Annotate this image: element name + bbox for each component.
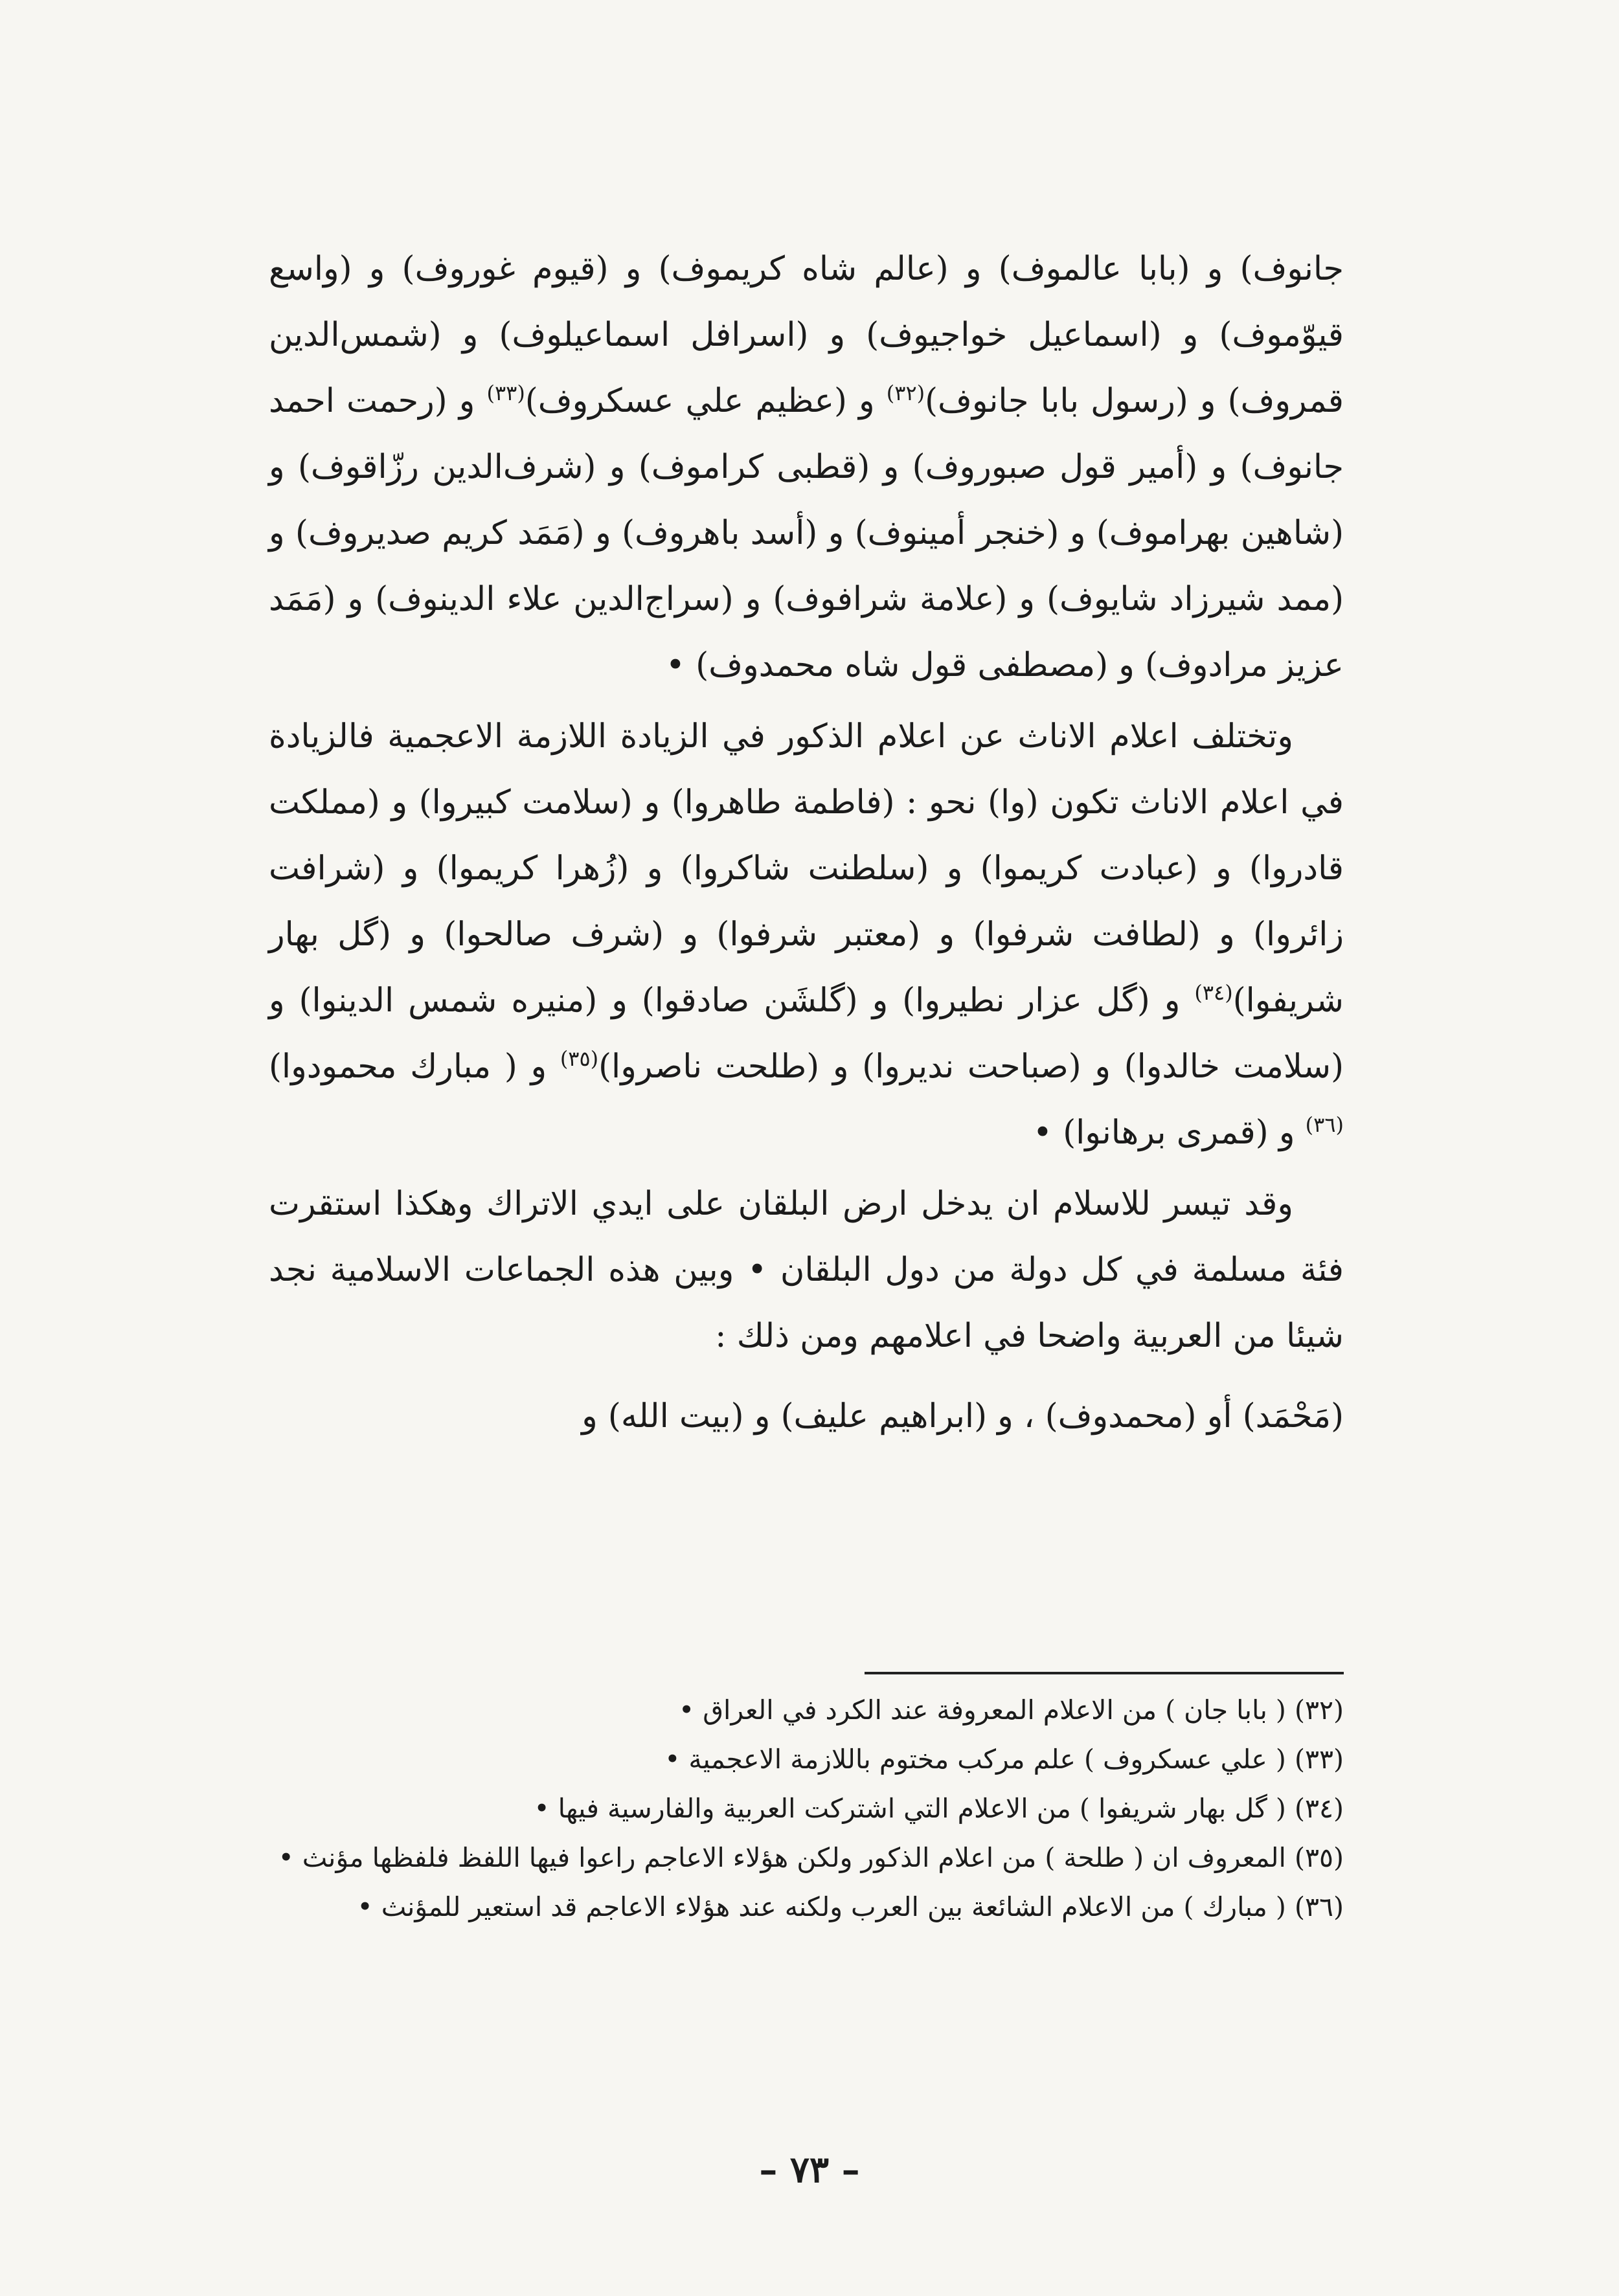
footnote-32: (٣٢) ( بابا جان ) من الاعلام المعروفة عند الكرد في العراق • <box>678 1694 1344 1726</box>
paragraph-female-names: وتختلف اعلام الاناث عن اعلام الذكور في الزيادة اللازمة الاعجمية فالزيادة في اعلام الاناث تكون (وا) نحو : (فاطمة طاهروا) و (سلامت كبيروا) و (مملكت قادروا) و (عبادت كريموا) و (سلطنت شاكروا) و (زُهرا كريموا) و (شرافت زائروا) و (لطافت شرفوا) و (معتبر شرفوا) و (شرف صالحوا) و (گل بهار شريفوا)$^{(٣٤)}$ و (گل عزار نطيروا) و (گلشَن صادقوا) و (منيره شمس الدينوا) و (سلامت خالدوا) و (صباحت نديروا) و (طلحت ناصروا)$^{(٣٥)}$ و ( مبارك محمودوا)$^{(٣٦)}$ و (قمرى برهانوا) • <box>269 717 1344 1152</box>
footnote-ref-36: (٣٦) <box>1305 1112 1344 1137</box>
footnote-33: (٣٣) ( علي عسكروف ) علم مركب مختوم باللازمة الاعجمية • <box>664 1744 1344 1775</box>
paragraph-balkans: وقد تيسر للاسلام ان يدخل ارض البلقان على ايدي الاتراك وهكذا استقرت فئة مسلمة في كل دولة من دول البلقان • وبين هذه الجماعات الاسلامية نجد شيئا من العربية واضحا في اعلامهم ومن ذلك : <box>269 1185 1344 1355</box>
footnote-34: (٣٤) ( گل بهار شريفوا ) من الاعلام التي اشتركت العربية والفارسية فيها • <box>534 1793 1344 1824</box>
footnote-ref-33: (٣٣) <box>486 381 525 405</box>
page-number: – ٧٣ – <box>759 2148 860 2191</box>
footnote-36: (٣٦) ( مبارك ) من الاعلام الشائعة بين العرب ولكنه عند هؤلاء الاعاجم قد استعير للمؤنث • <box>357 1891 1344 1922</box>
footnote-ref-32: (٣٢) <box>886 381 925 405</box>
footnote-separator <box>865 1672 1344 1674</box>
footnotes <box>269 1689 1344 1935</box>
paragraph-balkan-names: (مَحْمَد) أو (محمدوف) ، و (ابراهيم عليف) و (بيت الله) و <box>582 1397 1344 1435</box>
footnote-ref-34: (٣٤) <box>1194 980 1233 1005</box>
main-text <box>269 236 1344 1450</box>
footnote-ref-35: (٣٥) <box>560 1046 599 1071</box>
footnote-35: (٣٥) المعروف ان ( طلحة ) من اعلام الذكور ولكن هؤلاء الاعاجم راعوا فيها اللفظ فلفظها مؤنث • <box>278 1842 1344 1873</box>
paragraph-male-names: جانوف) و (بابا عالموف) و (عالم شاه كريموف) و (قيوم غوروف) و (واسع قيوّموف) و (اسماعيل خواجيوف) و (اسرافل اسماعيلوف) و (شمس‌الدين قمروف) و (رسول بابا جانوف)$^{(٣٢)}$ و (عظيم علي عسكروف)$^{(٣٣)}$ و (رحمت احمد جانوف) و (أمير قول صبوروف) و (قطبى كراموف) و (شرف‌الدين رزّاقوف) و (شاهين بهراموف) و (خنجر أمينوف) و (أسد باهروف) و (مَمَد كريم صديروف) و (ممد شيرزاد شايوف) و (علامة شرافوف) و (سراج‌الدين علاء الدينوف) و (مَمَد عزيز مرادوف) و (مصطفى قول شاه محمدوف) • <box>269 250 1344 684</box>
